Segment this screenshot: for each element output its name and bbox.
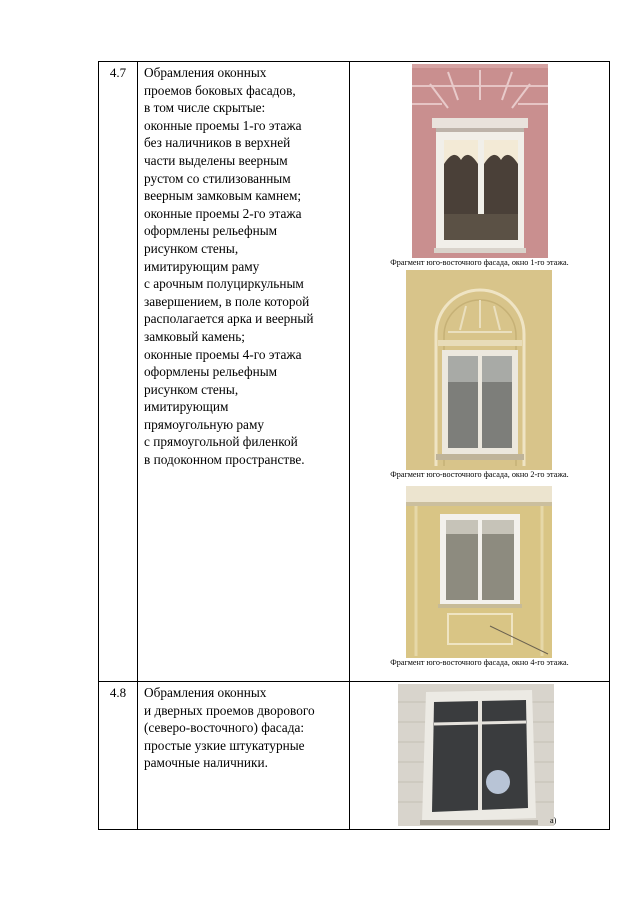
row-description [138, 62, 350, 682]
description-line: располагается арка и веерный [144, 311, 314, 327]
photo-figure [350, 270, 609, 480]
description-line: оконные проемы 2-го этажа [144, 205, 302, 221]
photo-caption: Фрагмент юго-восточного фасада, окно 2-го этажа. [390, 470, 569, 479]
photo-caption: Фрагмент юго-восточного фасада, окно 4-го этажа. [390, 658, 569, 667]
description-line: оконные проемы 1-го этажа [144, 117, 302, 133]
description-line: и дверных проемов дворового [144, 702, 315, 718]
photo-column [350, 682, 610, 830]
photo-column [350, 62, 610, 682]
description-line: с арочным полуциркульным [144, 276, 304, 292]
description-line: замковый камень; [144, 328, 246, 344]
description-line: оформлены рельефным [144, 364, 278, 380]
properties-table [98, 61, 610, 830]
description-line: части выделены веерным [144, 152, 288, 168]
photo-window-floor-4 [350, 486, 609, 658]
table-row [99, 62, 610, 682]
description-line: Обрамления оконных [144, 685, 267, 700]
photo-figure [350, 486, 609, 668]
description-line: с прямоугольной филенкой [144, 434, 298, 450]
table-row [99, 682, 610, 830]
description-line: прямоугольную раму [144, 416, 265, 432]
description-line: рамочные наличники. [144, 755, 268, 771]
description-line: в том числе скрытые: [144, 100, 266, 116]
description-line: проемов боковых фасадов, [144, 82, 296, 98]
description-line: рустом со стилизованным [144, 170, 291, 186]
description-line: простые узкие штукатурные [144, 737, 305, 753]
description-line: без наличников в верхней [144, 135, 291, 151]
photo-caption: Фрагмент юго-восточного фасада, окно 1-го этажа. [390, 258, 569, 267]
photo-caption: а) [550, 816, 557, 825]
description-line: рисунком стены, [144, 381, 239, 397]
photo-figure [350, 682, 609, 828]
description-line: завершением, в поле которой [144, 293, 310, 309]
description-line: в подоконном пространстве. [144, 452, 305, 468]
photo-window-floor-2 [350, 270, 609, 470]
description-line: Обрамления оконных [144, 65, 267, 80]
description-line: рисунком стены, [144, 240, 239, 256]
description-line: (северо-восточного) фасада: [144, 720, 305, 736]
description-line: веерным замковым камнем; [144, 188, 302, 204]
photo-window-floor-1 [350, 64, 609, 258]
photo-window-courtyard [350, 682, 609, 828]
photo-figure [350, 64, 609, 268]
row-description [138, 682, 350, 830]
row-number: 4.8 [99, 682, 138, 830]
description-line: имитирующим [144, 399, 229, 415]
description-line: оформлены рельефным [144, 223, 278, 239]
row-number: 4.7 [99, 62, 138, 682]
description-line: оконные проемы 4-го этажа [144, 346, 302, 362]
description-line: имитирующим раму [144, 258, 260, 274]
